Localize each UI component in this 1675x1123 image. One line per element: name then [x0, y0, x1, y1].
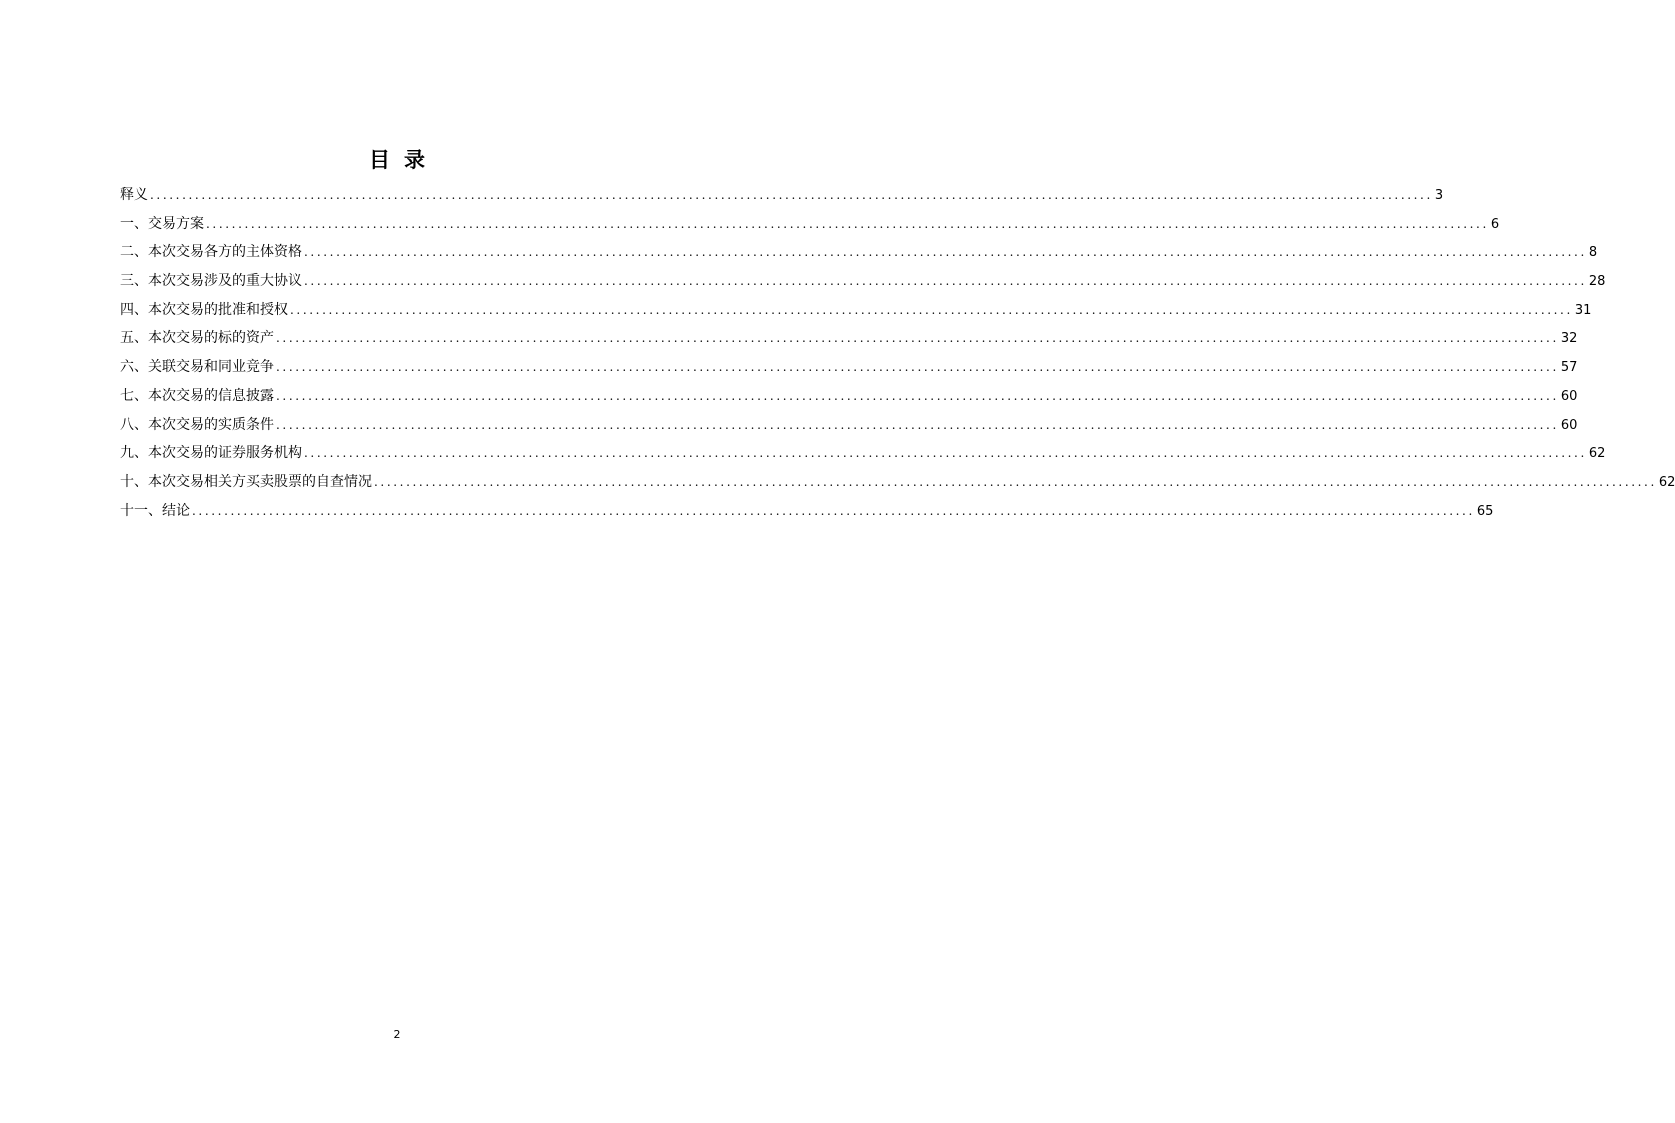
toc-dot-leader: ........................................................................................................................................................................................................ [276, 331, 1559, 346]
toc-entry-label: 释义 [120, 187, 148, 203]
toc-dot-leader: ........................................................................................................................................................................................................ [276, 388, 1559, 403]
toc-dot-leader: ........................................................................................................................................................................................................ [304, 446, 1587, 461]
toc-dot-leader: ........................................................................................................................................................................................................ [276, 360, 1559, 375]
toc-entry-page: 8 [1588, 245, 1598, 261]
toc-entry-page: 31 [1574, 302, 1592, 318]
toc-entry[interactable] [120, 267, 1606, 296]
toc-entry[interactable] [120, 324, 1578, 353]
toc-entry-label: 三、本次交易涉及的重大协议 [120, 273, 302, 290]
toc-entry-label: 七、本次交易的信息披露 [120, 387, 274, 404]
toc-entry-label: 一、交易方案 [120, 215, 204, 232]
toc-entry-label: 十、本次交易相关方买卖股票的自查情况 [120, 473, 372, 490]
toc-entry-label: 五、本次交易的标的资产 [120, 330, 274, 347]
toc-dot-leader: ........................................................................................................................................................................................................ [304, 245, 1587, 260]
page-title: 目录 [369, 148, 439, 172]
toc-entry-page: 60 [1560, 417, 1578, 433]
toc-entry-page: 62 [1588, 446, 1606, 462]
toc-entry-page: 32 [1560, 331, 1578, 347]
toc-entry[interactable] [120, 382, 1578, 411]
toc-entry[interactable] [120, 238, 1598, 267]
toc-entry-label: 六、关联交易和同业竞争 [120, 359, 274, 376]
toc-entry-page: 28 [1588, 274, 1606, 290]
toc-entry[interactable] [120, 210, 1500, 239]
toc-entry-label: 四、本次交易的批准和授权 [120, 301, 288, 318]
toc-entry[interactable] [120, 181, 1444, 210]
toc-entry-label: 十一、结论 [120, 502, 190, 519]
toc-entry-label: 二、本次交易各方的主体资格 [120, 244, 302, 261]
toc-entry-label: 八、本次交易的实质条件 [120, 416, 274, 433]
toc-dot-leader: ........................................................................................................................................................................................................ [192, 503, 1475, 518]
toc-entry-page: 3 [1434, 188, 1444, 203]
toc-entry[interactable] [120, 296, 1592, 325]
toc-entry[interactable] [120, 468, 1675, 497]
toc-dot-leader: ........................................................................................................................................................................................................ [276, 417, 1559, 432]
toc-dot-leader: ........................................................................................................................................................................................................ [290, 302, 1573, 317]
toc-entry[interactable] [120, 439, 1606, 468]
toc-dot-leader: ........................................................................................................................................................................................................ [150, 188, 1433, 202]
page-number: 2 [393, 1028, 401, 1041]
toc-dot-leader: ........................................................................................................................................................................................................ [304, 274, 1587, 289]
toc-dot-leader: ........................................................................................................................................................................................................ [206, 216, 1489, 231]
table-of-contents [120, 181, 1675, 525]
toc-entry-label: 九、本次交易的证券服务机构 [120, 445, 302, 462]
toc-entry-page: 65 [1476, 503, 1494, 519]
toc-entry-page: 62 [1658, 474, 1675, 490]
toc-entry[interactable] [120, 353, 1578, 382]
toc-dot-leader: ........................................................................................................................................................................................................ [374, 474, 1657, 489]
toc-entry-page: 60 [1560, 388, 1578, 404]
toc-entry-page: 57 [1560, 360, 1578, 376]
toc-entry-page: 6 [1490, 216, 1500, 232]
toc-entry[interactable] [120, 497, 1494, 526]
toc-entry[interactable] [120, 411, 1578, 440]
